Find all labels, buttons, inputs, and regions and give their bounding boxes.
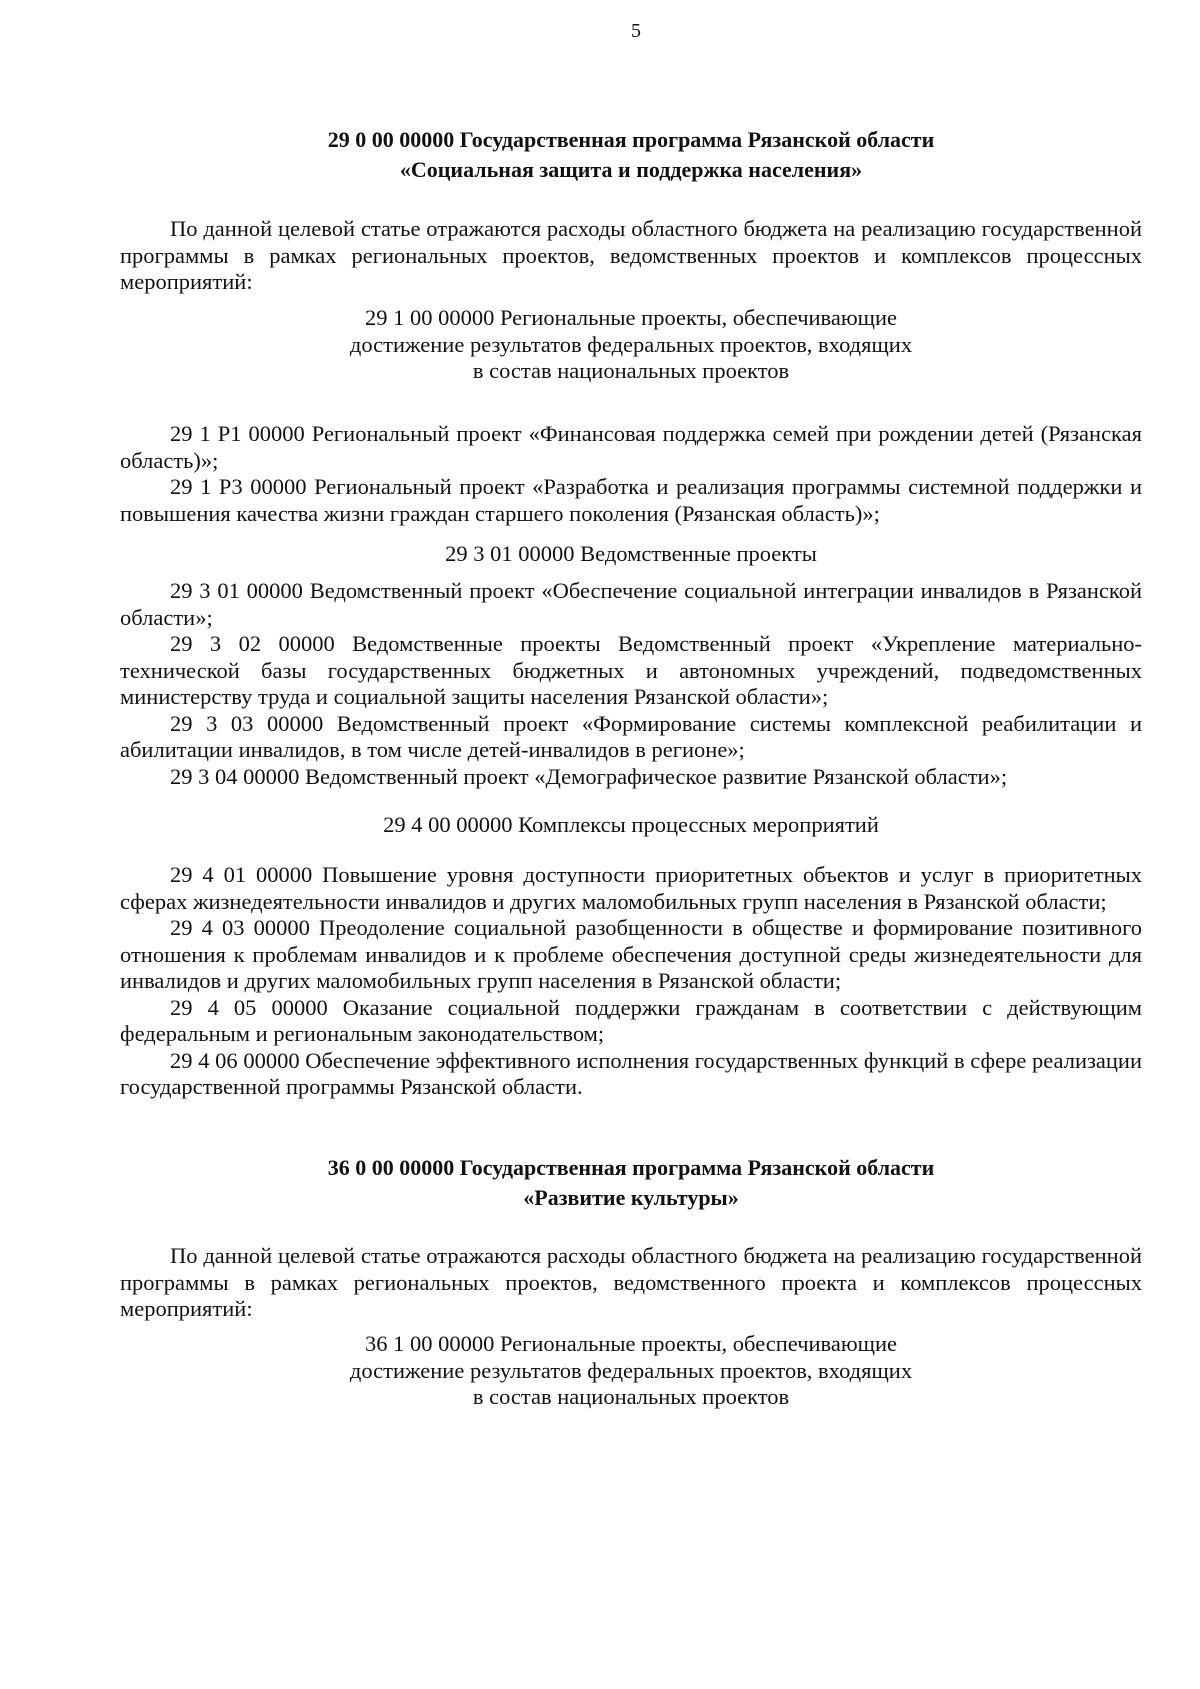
list-item: 29 4 05 00000 Оказание социальной поддержки гражданам в соответствии с действующим федеральным и региональным законодательством;	[120, 994, 1142, 1046]
section2-sub1-line1: 36 1 00 00000 Региональные проекты, обеспечивающие	[364, 1331, 898, 1356]
section2-sub1-line3: в состав национальных проектов	[472, 1384, 790, 1409]
section1-sub1-line3: в состав национальных проектов	[472, 358, 790, 383]
section1-sub1-line2: достижение результатов федеральных проектов, входящих	[349, 331, 913, 357]
section1-sub1-line1: 29 1 00 00000 Региональные проекты, обеспечивающие	[364, 305, 898, 330]
list-item: 29 1 Р3 00000 Региональный проект «Разработка и реализация программы системной поддержки и повышения качества жизни граждан старшего поколения (Рязанская область)»;	[120, 474, 1142, 526]
section1-heading-line1: 29 0 00 00000 Государственная программа Рязанской области	[327, 127, 935, 152]
section1-intro-text: По данной целевой статье отражаются расходы областного бюджета на реализацию государственной программы в рамках региональных проектов, ведомственных проектов и комплексов процессных мероприятий:	[120, 216, 1142, 294]
section1-heading	[120, 125, 1142, 185]
section1-sub2: 29 3 01 00000 Ведомственные проекты	[445, 541, 817, 566]
section2-heading-line1: 36 0 00 00000 Государственная программа Рязанской области	[327, 1155, 935, 1180]
list-item: 29 4 03 00000 Преодоление социальной разобщенности в обществе и формирование позитивного отношения к проблемам инвалидов и к проблеме обеспечения доступной среды жизнедеятельности для инвалидов и других маломобильных групп населения в Рязанской области;	[120, 915, 1142, 993]
section2-heading	[120, 1153, 1142, 1213]
list-item: 29 1 Р1 00000 Региональный проект «Финансовая поддержка семей при рождении детей (Рязанская область)»;	[120, 421, 1142, 473]
section1-heading-line2: «Социальная защита и поддержка населения»	[399, 157, 863, 182]
section1-subheading-regional	[120, 305, 1142, 385]
section1-sub3: 29 4 00 00000 Комплексы процессных мероприятий	[383, 812, 879, 837]
list-item: 29 3 03 00000 Ведомственный проект «Формирование системы комплексной реабилитации и абилитации инвалидов, в том числе детей-инвалидов в регионе»;	[120, 710, 1142, 762]
page-number: 5	[631, 20, 641, 42]
list-item: 29 3 02 00000 Ведомственные проекты Ведомственный проект «Укрепление материально-технической базы государственных бюджетных и автономных учреждений, подведомственных министерству труда и социальной защиты населения Рязанской области»;	[120, 631, 1142, 709]
section2-sub1-line2: достижение результатов федеральных проектов, входящих	[349, 1357, 913, 1383]
section2-subheading-regional	[120, 1331, 1142, 1411]
list-item: 29 3 04 00000 Ведомственный проект «Демографическое развитие Рязанской области»;	[170, 763, 1008, 789]
list-item: 29 4 06 00000 Обеспечение эффективного исполнения государственных функций в сфере реализации государственной программы Рязанской области.	[120, 1047, 1142, 1099]
section1-intro	[120, 216, 1142, 296]
section1-regional-list	[120, 421, 1142, 527]
list-item: 29 4 01 00000 Повышение уровня доступности приоритетных объектов и услуг в приоритетных сферах жизнедеятельности инвалидов и других маломобильных групп населения в Рязанской области;	[120, 862, 1142, 914]
section1-subheading-departmental	[120, 541, 1142, 568]
section1-subheading-process	[120, 812, 1142, 839]
section2-heading-line2: «Развитие культуры»	[523, 1185, 739, 1210]
section2-intro-text: По данной целевой статье отражаются расходы областного бюджета на реализацию государственной программы в рамках региональных проектов, ведомственного проекта и комплексов процессных мероприятий:	[120, 1243, 1142, 1321]
section2-intro	[120, 1243, 1142, 1323]
list-item: 29 3 01 00000 Ведомственный проект «Обеспечение социальной интеграции инвалидов в Рязанской области»;	[120, 578, 1142, 630]
section1-departmental-list	[120, 578, 1142, 790]
section1-process-list	[120, 862, 1142, 1101]
